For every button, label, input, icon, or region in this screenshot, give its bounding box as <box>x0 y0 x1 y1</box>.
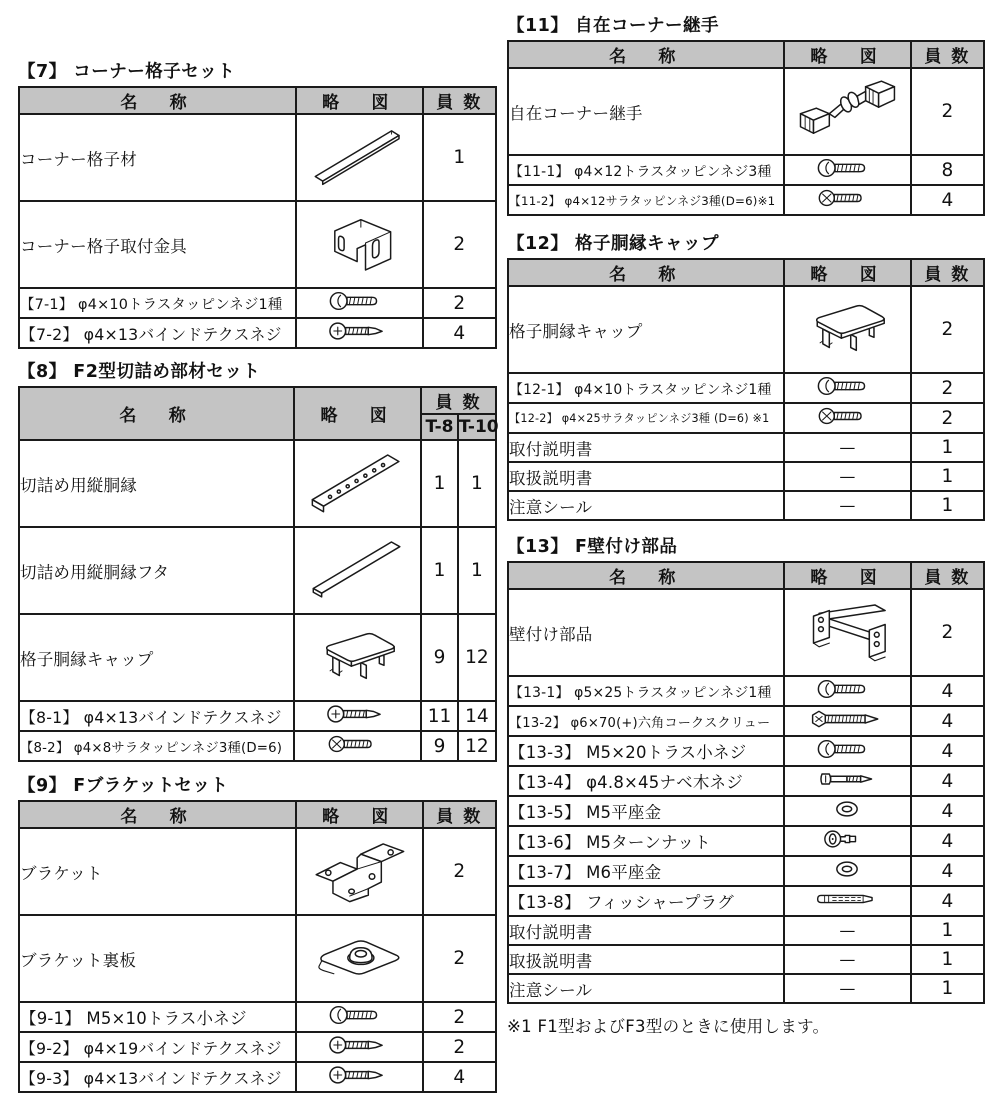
section-9 <box>18 772 497 1093</box>
qty-cell: 2 <box>911 286 984 373</box>
part-name-cell: 【11-1】 φ4×12トラスタッピンネジ3種 <box>508 155 784 185</box>
diagram-cell <box>296 1062 423 1092</box>
column-header-diagram: 略 図 <box>294 387 421 440</box>
diagram-cell <box>784 736 911 766</box>
table-row <box>19 1002 496 1032</box>
column-header-name: 名 称 <box>19 801 296 828</box>
table-row <box>19 201 496 288</box>
qty-cell: 11 <box>421 701 458 731</box>
dash-symbol: — <box>839 921 856 940</box>
part-name-cell: 【7-2】 φ4×13バインドテクスネジ <box>19 318 296 348</box>
part-name-cell: 壁付け部品 <box>508 589 784 676</box>
column-header-diagram: 略 図 <box>296 87 423 114</box>
diagram-cell <box>784 68 911 155</box>
part-name-cell: 取付説明書 <box>508 916 784 945</box>
column-header-qty: 員 数 <box>911 41 984 68</box>
qty-cell: 4 <box>911 886 984 916</box>
bracket-icon <box>301 830 417 910</box>
left-column <box>18 0 497 1093</box>
table-row <box>508 856 984 886</box>
table-row <box>508 706 984 736</box>
diagram-cell <box>784 373 911 403</box>
table-row <box>19 527 496 614</box>
column-subheader-t-8: T-8 <box>421 414 458 440</box>
table-row <box>508 974 984 1003</box>
diagram-cell <box>784 155 911 185</box>
section-13-table <box>507 561 985 1004</box>
column-subheader-t-10: T-10 <box>458 414 496 440</box>
diagram-cell <box>296 288 423 318</box>
diagram-cell <box>294 701 421 731</box>
part-name-cell: 【13-7】 M6平座金 <box>508 856 784 886</box>
diagram-cell <box>784 491 911 520</box>
screw-bind-icon <box>328 319 390 343</box>
cap-icon <box>789 288 905 368</box>
part-name-cell: 【13-1】 φ5×25トラスタッピンネジ1種 <box>508 676 784 706</box>
section-11-title: 【11】 自在コーナー継手 <box>507 16 719 36</box>
part-name-cell: 【9-3】 φ4×13バインドテクスネジ <box>19 1062 296 1092</box>
qty-cell: 2 <box>911 403 984 433</box>
table-row <box>508 916 984 945</box>
qty-cell: 2 <box>423 1002 496 1032</box>
qty-cell: 1 <box>911 433 984 462</box>
table-row <box>19 828 496 915</box>
qty-cell: 2 <box>423 828 496 915</box>
diagram-cell <box>784 766 911 796</box>
diagonal-bar-icon <box>301 116 417 196</box>
cap-icon <box>299 616 415 696</box>
section-13-title: 【13】 F壁付け部品 <box>507 537 678 557</box>
part-name-cell: コーナー格子取付金具 <box>19 201 296 288</box>
diagram-cell <box>784 916 911 945</box>
column-header-diagram: 略 図 <box>784 41 911 68</box>
screw-sara-icon <box>818 404 876 428</box>
qty-cell: 1 <box>421 440 458 527</box>
diagram-cell <box>784 433 911 462</box>
part-name-cell: 【13-4】 φ4.8×45ナベ木ネジ <box>508 766 784 796</box>
qty-cell: 4 <box>911 706 984 736</box>
u-bracket-icon <box>301 203 417 283</box>
part-name-cell: 格子胴縁キャップ <box>19 614 294 701</box>
section-11 <box>507 12 985 216</box>
diagram-cell <box>784 589 911 676</box>
diagram-cell <box>294 614 421 701</box>
diagram-cell <box>296 915 423 1002</box>
table-row <box>508 491 984 520</box>
part-name-cell: 【12-2】 φ4×25サラタッピンネジ3種 (D=6) ※1 <box>508 403 784 433</box>
part-name-cell: 切詰め用縦胴縁フタ <box>19 527 294 614</box>
diagram-cell <box>784 856 911 886</box>
washer-icon <box>831 797 863 821</box>
qty-cell: 2 <box>911 68 984 155</box>
screw-truss-icon <box>328 289 390 313</box>
qty-cell: 8 <box>911 155 984 185</box>
diagram-cell <box>294 731 421 761</box>
qty-cell: 1 <box>458 440 496 527</box>
table-row <box>508 826 984 856</box>
screw-bind-icon <box>328 1063 390 1087</box>
table-row <box>508 589 984 676</box>
table-row <box>19 1032 496 1062</box>
section-8-table <box>18 386 497 762</box>
column-header-qty: 員 数 <box>423 87 496 114</box>
part-name-cell: 【12-1】 φ4×10トラスタッピンネジ1種 <box>508 373 784 403</box>
wall-bracket-icon <box>789 591 905 671</box>
diagram-cell <box>784 945 911 974</box>
qty-cell: 4 <box>911 736 984 766</box>
bracket-plate-icon <box>301 917 417 997</box>
qty-cell: 12 <box>458 614 496 701</box>
part-name-cell: 【9-2】 φ4×19バインドテクスネジ <box>19 1032 296 1062</box>
column-header-name: 名 称 <box>19 387 294 440</box>
table-row <box>508 403 984 433</box>
qty-cell: 4 <box>911 826 984 856</box>
diagram-cell <box>784 462 911 491</box>
table-row <box>19 701 496 731</box>
dash-symbol: — <box>839 438 856 457</box>
qty-cell: 4 <box>423 318 496 348</box>
diagram-cell <box>296 114 423 201</box>
table-row <box>508 462 984 491</box>
screw-bind-icon <box>326 702 388 726</box>
qty-cell: 9 <box>421 731 458 761</box>
part-name-cell: 【9-1】 M5×10トラス小ネジ <box>19 1002 296 1032</box>
column-header-name: 名 称 <box>508 259 784 286</box>
table-row <box>19 318 496 348</box>
part-name-cell: 【13-2】 φ6×70(+)六角コークスクリュー <box>508 706 784 736</box>
qty-cell: 4 <box>911 185 984 215</box>
section-13 <box>507 533 985 1004</box>
table-row <box>508 796 984 826</box>
table-row <box>508 736 984 766</box>
diagram-cell <box>784 676 911 706</box>
table-row <box>508 286 984 373</box>
part-name-cell: 切詰め用縦胴縁 <box>19 440 294 527</box>
footnote: ※1 F1型およびF3型のときに使用します。 <box>507 1017 830 1036</box>
table-row <box>19 1062 496 1092</box>
column-header-name: 名 称 <box>19 87 296 114</box>
qty-cell: 1 <box>911 462 984 491</box>
part-name-cell: 【13-6】 M5ターンナット <box>508 826 784 856</box>
qty-cell: 1 <box>421 527 458 614</box>
pan-wood-icon <box>817 767 877 791</box>
qty-cell: 2 <box>423 288 496 318</box>
part-name-cell: 【13-5】 M5平座金 <box>508 796 784 826</box>
table-row <box>19 614 496 701</box>
part-name-cell: 【7-1】 φ4×10トラスタッピンネジ1種 <box>19 288 296 318</box>
part-name-cell: 自在コーナー継手 <box>508 68 784 155</box>
section-12-table <box>507 258 985 521</box>
qty-cell: 2 <box>423 1032 496 1062</box>
part-name-cell: 取扱説明書 <box>508 462 784 491</box>
diagram-cell <box>296 318 423 348</box>
table-row <box>19 114 496 201</box>
qty-cell: 1 <box>423 114 496 201</box>
qty-cell: 4 <box>911 796 984 826</box>
table-row <box>508 766 984 796</box>
part-name-cell: 格子胴縁キャップ <box>508 286 784 373</box>
turn-nut-icon <box>822 827 872 851</box>
column-header-qty: 員 数 <box>421 387 496 414</box>
part-name-cell: 注意シール <box>508 491 784 520</box>
diagram-cell <box>296 828 423 915</box>
diagram-cell <box>294 527 421 614</box>
table-row <box>19 440 496 527</box>
part-name-cell: 取扱説明書 <box>508 945 784 974</box>
fischer-plug-icon <box>813 887 881 911</box>
qty-cell: 2 <box>911 373 984 403</box>
flat-strip-icon <box>299 529 415 609</box>
screw-truss-icon <box>816 374 878 398</box>
qty-cell: 4 <box>911 766 984 796</box>
dash-symbol: — <box>839 467 856 486</box>
column-header-diagram: 略 図 <box>784 259 911 286</box>
screw-sara-icon <box>818 186 876 210</box>
table-row <box>508 373 984 403</box>
diagram-cell <box>294 440 421 527</box>
part-name-cell: ブラケット裏板 <box>19 915 296 1002</box>
part-name-cell: 注意シール <box>508 974 784 1003</box>
qty-cell: 1 <box>911 491 984 520</box>
screw-sara-icon <box>328 732 386 756</box>
qty-cell: 2 <box>911 589 984 676</box>
qty-cell: 1 <box>458 527 496 614</box>
perforated-channel-icon <box>299 442 415 522</box>
table-row <box>508 676 984 706</box>
table-row <box>508 68 984 155</box>
diagram-cell <box>784 403 911 433</box>
part-name-cell: 【11-2】 φ4×12サラタッピンネジ3種(D=6)※1 <box>508 185 784 215</box>
section-8 <box>18 358 497 762</box>
section-9-table <box>18 800 497 1093</box>
diagram-cell <box>784 185 911 215</box>
part-name-cell: 【8-1】 φ4×13バインドテクスネジ <box>19 701 294 731</box>
part-name-cell: 取付説明書 <box>508 433 784 462</box>
qty-cell: 4 <box>423 1062 496 1092</box>
table-row <box>508 886 984 916</box>
column-header-name: 名 称 <box>508 41 784 68</box>
section-7 <box>18 58 497 349</box>
part-name-cell: ブラケット <box>19 828 296 915</box>
column-header-qty: 員 数 <box>911 562 984 589</box>
qty-cell: 14 <box>458 701 496 731</box>
table-row <box>508 185 984 215</box>
screw-bind-icon <box>328 1033 390 1057</box>
diagram-cell <box>784 286 911 373</box>
table-row <box>508 155 984 185</box>
diagram-cell <box>296 1002 423 1032</box>
corner-joint-icon <box>789 70 905 150</box>
dash-symbol: — <box>839 950 856 969</box>
section-11-table <box>507 40 985 216</box>
qty-cell: 4 <box>911 856 984 886</box>
section-12 <box>507 230 985 521</box>
diagram-cell <box>296 201 423 288</box>
diagram-cell <box>784 974 911 1003</box>
part-name-cell: 【13-3】 M5×20トラス小ネジ <box>508 736 784 766</box>
section-8-title: 【8】 F2型切詰め部材セット <box>18 362 261 382</box>
column-header-name: 名 称 <box>508 562 784 589</box>
qty-cell: 12 <box>458 731 496 761</box>
table-row <box>19 731 496 761</box>
qty-cell: 4 <box>911 676 984 706</box>
column-header-qty: 員 数 <box>423 801 496 828</box>
section-12-title: 【12】 格子胴縁キャップ <box>507 234 719 254</box>
qty-cell: 9 <box>421 614 458 701</box>
table-row <box>19 288 496 318</box>
qty-cell: 2 <box>423 915 496 1002</box>
right-column <box>507 0 985 1037</box>
column-header-diagram: 略 図 <box>296 801 423 828</box>
diagram-cell <box>784 706 911 736</box>
qty-cell: 2 <box>423 201 496 288</box>
dash-symbol: — <box>839 496 856 515</box>
part-name-cell: 【13-8】 フィッシャープラグ <box>508 886 784 916</box>
section-7-table <box>18 86 497 349</box>
diagram-cell <box>784 796 911 826</box>
qty-cell: 1 <box>911 974 984 1003</box>
screw-truss-icon <box>816 156 878 180</box>
diagram-cell <box>784 826 911 856</box>
diagram-cell <box>296 1032 423 1062</box>
section-9-title: 【9】 Fブラケットセット <box>18 776 229 796</box>
table-row <box>19 915 496 1002</box>
screw-truss-icon <box>816 677 878 701</box>
screw-truss-icon <box>328 1003 390 1027</box>
screw-truss-icon <box>816 737 878 761</box>
column-header-qty: 員 数 <box>911 259 984 286</box>
hex-coach-icon <box>809 707 885 731</box>
column-header-diagram: 略 図 <box>784 562 911 589</box>
qty-cell: 1 <box>911 916 984 945</box>
dash-symbol: — <box>839 979 856 998</box>
part-name-cell: コーナー格子材 <box>19 114 296 201</box>
qty-cell: 1 <box>911 945 984 974</box>
diagram-cell <box>784 886 911 916</box>
washer-icon <box>831 857 863 881</box>
table-row <box>508 433 984 462</box>
table-row <box>508 945 984 974</box>
section-7-title: 【7】 コーナー格子セット <box>18 62 236 82</box>
part-name-cell: 【8-2】 φ4×8サラタッピンネジ3種(D=6) <box>19 731 294 761</box>
